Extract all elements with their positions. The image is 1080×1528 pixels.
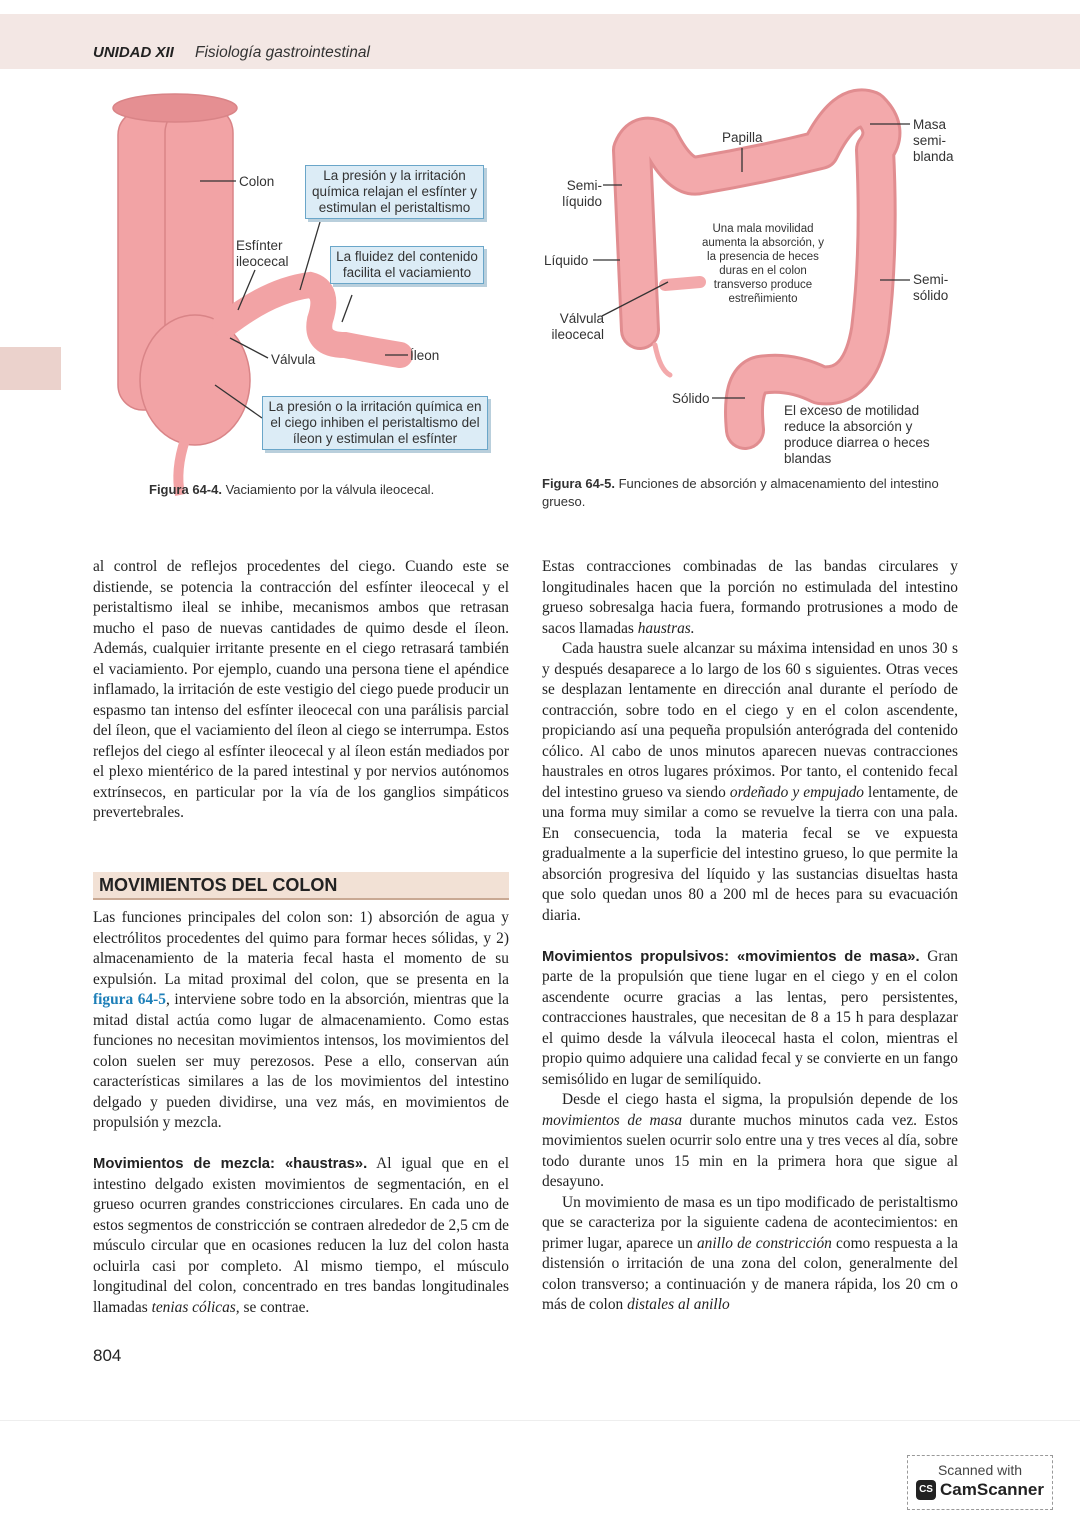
figure-64-5 bbox=[0, 0, 1080, 520]
watermark-line: Scanned with bbox=[937, 1462, 1023, 1478]
caption-number: Figura 64-4. bbox=[149, 482, 222, 497]
label-colon: Colon bbox=[239, 174, 275, 189]
text-run: como respuesta a la distensión o irritación de una zona del colon, generalmente del colon transverso; a continuación y de manera rápida, los 20 cm o más de colon bbox=[542, 1234, 958, 1313]
text-run: lentamente, de una forma muy similar a como se revuelve la tierra con una pala. En consecuencia, toda la materia fecal se ve expuesta gradualmente a la superficie del intestino grueso, lo que permite la absorción progresiva del líquido y las sustancias disueltas hasta que solo quedan unos 80 a 200 ml de heces para su evacuación diaria. bbox=[542, 783, 959, 924]
left-column-intro bbox=[93, 557, 509, 824]
left-column-body bbox=[93, 908, 509, 1318]
paragraph bbox=[542, 1193, 958, 1316]
label-semisolido: Semi- sólido bbox=[913, 272, 949, 303]
label-papilla: Papilla bbox=[722, 130, 763, 145]
text-run: se contrae. bbox=[239, 1298, 310, 1316]
note-box-fluidity: La fluidez del contenido facilita el vaciamiento bbox=[330, 246, 484, 284]
center-note: Una mala movilidad aumenta la absorción, y la presencia de heces duras en el colon transverso produce estreñimiento bbox=[701, 223, 825, 305]
text-run: al control de reflejos procedentes del ciego. Cuando este se distiende, se potencia la contracción del esfínter ileocecal y el peristaltismo ileal se inhibe, mecanismos ambos que retrasan mucho el paso de nuevas cantidades de quimo desde el íleon. Además, cualquier irritante presente en el ciego retrasará también el vaciamiento. Por ejemplo, cuando una persona tiene el apéndice inflamado, la irritación de este vestigio del ciego puede producir un espasmo tan intenso del esfínter ileocecal con una parálisis parcial del íleon, que el vaciamiento del íleon al ciego se interrumpa. Estos reflejos del ciego al esfínter ileocecal y al íleon están mediados por el plexo mientérico de la pared intestinal y por nervios autónomos extrínsecos, en particular por la vía de los ganglios simpáticos prevertebrales. bbox=[93, 558, 509, 821]
caption-text: Vaciamiento por la válvula ileocecal. bbox=[225, 482, 435, 497]
section-heading: MOVIMIENTOS DEL COLON bbox=[93, 872, 509, 900]
run-in-heading: Movimientos de mezcla: «haustras». bbox=[93, 1156, 368, 1172]
figure-caption bbox=[542, 475, 962, 511]
label-esfinter-ileocecal: Esfínter ileocecal bbox=[236, 238, 289, 269]
caption-number: Figura 64-5. bbox=[542, 476, 615, 491]
label-solido: Sólido bbox=[672, 391, 710, 406]
label-valvula: Válvula bbox=[271, 352, 316, 367]
figure-link[interactable]: figura 64-5 bbox=[93, 991, 166, 1008]
note-box-pressure-relax: La presión y la irritación química relajan el esfínter y estimulan el peristaltismo bbox=[305, 165, 484, 219]
text-run: Gran parte de la propulsión que tiene lugar en el ciego y en el colon ascendente ocurre gracias a las lentas, pero persistentes, contracciones haustrales, que necesitan de 8 a 15 h para desplazar el quimo desde la válvula ileocecal hasta el colon, mientras el propio quimo adquiere una calidad fecal y se convierte en un fango semisólido en lugar de semilíquido. bbox=[542, 947, 958, 1088]
paragraph bbox=[542, 557, 958, 639]
paragraph bbox=[93, 557, 509, 824]
brand-name: CamScanner bbox=[940, 1480, 1044, 1499]
camscanner-logo-icon: CS bbox=[916, 1480, 936, 1500]
caption-text: Funciones de absorción y almacenamiento del intestino grueso. bbox=[542, 476, 939, 509]
text-run: tenias cólicas, bbox=[151, 1298, 240, 1316]
paragraph bbox=[542, 639, 958, 926]
paragraph bbox=[542, 947, 958, 1091]
text-run: anillo de constricción bbox=[696, 1234, 832, 1252]
label-masa-semiblanda: Masa semi- blanda bbox=[913, 117, 954, 164]
text-run: Las funciones principales del colon son: 1) absorción de agua y electrólitos procedentes del quimo para formar heces sólidas, y 2) almacenamiento de la materia fecal hasta el momento de su expulsión. La mitad proximal del colon, que se presenta en la bbox=[93, 909, 509, 988]
unit-label: UNIDAD XII bbox=[93, 44, 174, 61]
text-run: distales al anillo bbox=[627, 1296, 730, 1313]
text-run: , interviene sobre todo en la absorción, mientras que la mitad distal actúa como lugar de almacenamiento. Como estas funciones no necesitan movimientos intensos, los movimientos del colon suelen ser muy perezosos. Pese a ello, conservan aún características similares a las de los movimientos del intestino delgado y pueden dividirse, una vez más, en movimientos de propulsión y mezcla. bbox=[93, 991, 509, 1131]
text-run: Cada haustra suele alcanzar su máxima intensidad en unos 30 s y después desaparece a lo largo de los 60 s siguientes. Otras veces se desplazan lentamente en dirección anal durante el período de contracción, sobre todo en el ciego y en el colon ascendente, propiciando así una pequeña propulsión anterógrada del contenido cólico. Al cabo de unos minutos aparecen nuevas contracciones haustrales en otros lugares próximos. Por tanto, el contenido fecal del intestino grueso va siendo bbox=[542, 640, 958, 801]
run-in-heading: Movimientos propulsivos: «movimientos de masa». bbox=[542, 948, 920, 965]
text-run: Un movimiento de masa es un tipo modificado de peristaltismo que se caracteriza por la siguiente cadena de acontecimientos: en primer lugar, aparece un bbox=[542, 1193, 958, 1252]
text-run: movimientos de masa bbox=[542, 1111, 683, 1129]
text-run: Desde el ciego hasta el sigma, la propulsión depende de los bbox=[562, 1091, 958, 1108]
paragraph bbox=[542, 1090, 958, 1193]
page-edge bbox=[0, 1420, 1080, 1421]
text-run: durante muchos minutos cada vez. Estos movimientos suelen ocurrir solo entre una y tres veces al día, sobre todo durante unos 15 min en la primera hora que sigue al desayuno. bbox=[542, 1111, 958, 1190]
label-ileon: Íleon bbox=[410, 348, 440, 363]
label-semiliquido: Semi- líquido bbox=[562, 178, 602, 209]
camscanner-watermark bbox=[907, 1455, 1053, 1510]
right-column-body bbox=[542, 557, 958, 1316]
note-box-cecum-inhibit: La presión o la irritación química en el ciego inhiben el peristaltismo del íleon y estimulan el esfínter bbox=[262, 396, 488, 450]
bottom-note: El exceso de motilidad reduce la absorción y produce diarrea o heces blandas bbox=[784, 403, 930, 466]
label-liquido: Líquido bbox=[544, 253, 589, 268]
paragraph bbox=[93, 908, 509, 1134]
text-run: Estas contracciones combinadas de las bandas circulares y longitudinales hacen que la porción no estimulada del intestino grueso sobresalga hacia fuera, formando protrusiones a modo de sacos llamadas bbox=[542, 558, 958, 637]
text-run: Al igual que en el intestino delgado existen movimientos de segmentación, en el grueso ocurren grandes constricciones circulares. En cada uno de estos segmentos de constricción se contraen alrededor de 2,5 cm de músculo circular que en ocasiones reducen la luz del colon hasta ocluirla casi por completo. Al mismo tiempo, el músculo longitudinal del colon, concentrado en tres bandas longitudinales llamadas bbox=[93, 1155, 509, 1316]
label-valvula-ileocecal: Válvula ileocecal bbox=[551, 311, 604, 342]
watermark-brand bbox=[908, 1480, 1052, 1500]
paragraph bbox=[93, 1154, 509, 1318]
chapter-title: Fisiología gastrointestinal bbox=[195, 44, 370, 61]
text-run: haustras. bbox=[637, 619, 695, 637]
page-number: 804 bbox=[93, 1346, 122, 1365]
text-run: ordeñado y empujado bbox=[729, 783, 864, 801]
